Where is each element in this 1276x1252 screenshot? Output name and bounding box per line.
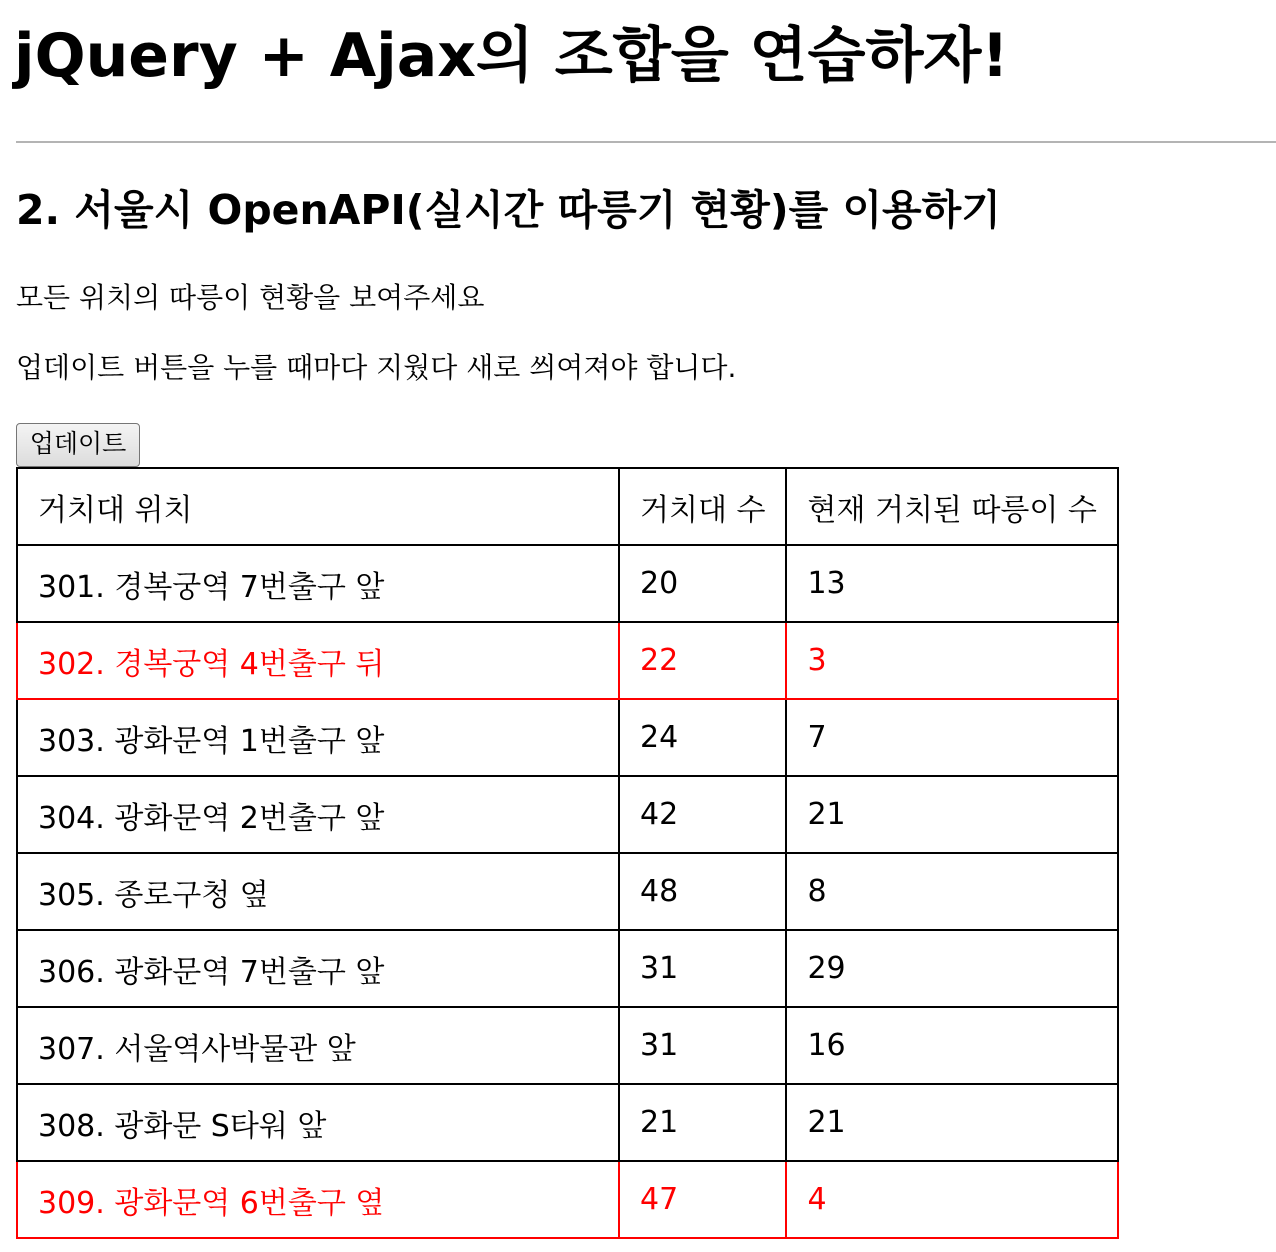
- cell-bike-count: 21: [786, 776, 1117, 853]
- section-title: 2. 서울시 OpenAPI(실시간 따릉기 현황)를 이용하기: [16, 186, 1001, 234]
- cell-rack-count: 47: [619, 1161, 786, 1238]
- cell-rack-count: 42: [619, 776, 786, 853]
- cell-location: 308. 광화문 S타워 앞: [17, 1084, 619, 1161]
- table-row: [17, 1084, 1118, 1161]
- cell-location: 301. 경복궁역 7번출구 앞: [17, 545, 619, 622]
- table-header-row: [17, 468, 1118, 545]
- cell-bike-count: 21: [786, 1084, 1117, 1161]
- cell-bike-count: 3: [786, 622, 1117, 699]
- cell-location: 303. 광화문역 1번출구 앞: [17, 699, 619, 776]
- bike-status-table: [16, 467, 1119, 1239]
- cell-bike-count: 16: [786, 1007, 1117, 1084]
- cell-location: 304. 광화문역 2번출구 앞: [17, 776, 619, 853]
- table-row: [17, 1007, 1118, 1084]
- description-2: 업데이트 버튼을 누를 때마다 지웠다 새로 씌여져야 합니다.: [16, 351, 737, 384]
- header-rack-count: 거치대 수: [619, 468, 786, 545]
- table-row: [17, 699, 1118, 776]
- table-row: [17, 776, 1118, 853]
- cell-bike-count: 4: [786, 1161, 1117, 1238]
- description-1: 모든 위치의 따릉이 현황을 보여주세요: [16, 281, 485, 314]
- update-button[interactable]: 업데이트: [16, 423, 140, 467]
- cell-location: 309. 광화문역 6번출구 옆: [17, 1161, 619, 1238]
- table-row: [17, 1161, 1118, 1238]
- cell-rack-count: 48: [619, 853, 786, 930]
- cell-location: 305. 종로구청 옆: [17, 853, 619, 930]
- cell-bike-count: 7: [786, 699, 1117, 776]
- cell-bike-count: 8: [786, 853, 1117, 930]
- cell-bike-count: 13: [786, 545, 1117, 622]
- cell-rack-count: 31: [619, 1007, 786, 1084]
- cell-location: 306. 광화문역 7번출구 앞: [17, 930, 619, 1007]
- cell-location: 307. 서울역사박물관 앞: [17, 1007, 619, 1084]
- cell-location: 302. 경복궁역 4번출구 뒤: [17, 622, 619, 699]
- table-row: [17, 622, 1118, 699]
- page-title: jQuery + Ajax의 조합을 연습하자!: [14, 21, 1009, 91]
- header-rack-location: 거치대 위치: [17, 468, 619, 545]
- divider: [16, 141, 1276, 143]
- header-bike-count: 현재 거치된 따릉이 수: [786, 468, 1117, 545]
- table-row: [17, 545, 1118, 622]
- table-row: [17, 853, 1118, 930]
- cell-bike-count: 29: [786, 930, 1117, 1007]
- cell-rack-count: 31: [619, 930, 786, 1007]
- table-body: [17, 545, 1118, 1238]
- cell-rack-count: 20: [619, 545, 786, 622]
- cell-rack-count: 22: [619, 622, 786, 699]
- cell-rack-count: 21: [619, 1084, 786, 1161]
- table-row: [17, 930, 1118, 1007]
- cell-rack-count: 24: [619, 699, 786, 776]
